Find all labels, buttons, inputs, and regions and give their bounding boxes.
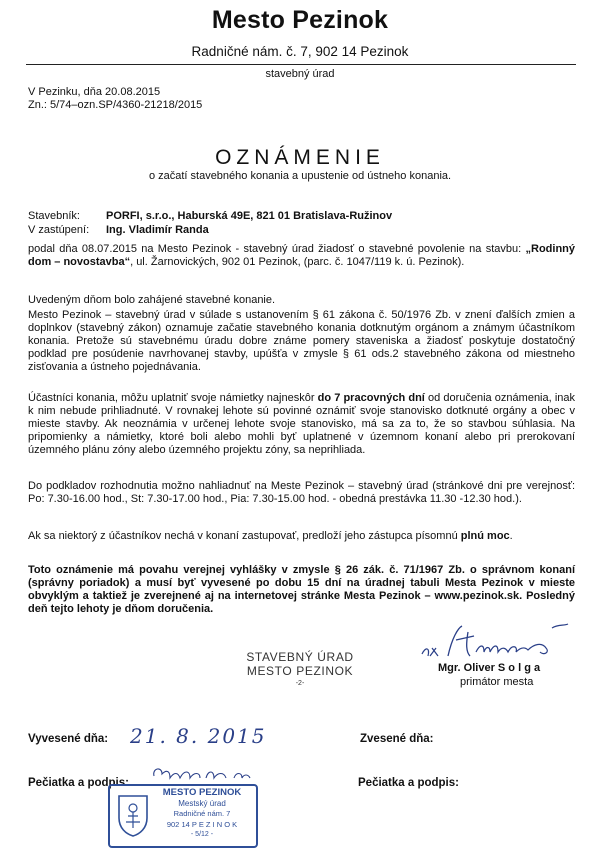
paragraph-representation xyxy=(28,530,575,543)
notice-subheading: o začatí stavebného konania a upustenie od ústneho konania. xyxy=(148,170,452,182)
paragraph-objections xyxy=(28,392,575,457)
office-name: stavebný úrad xyxy=(265,68,335,80)
seal-signature-label-right: Pečiatka a podpis: xyxy=(358,777,459,789)
posted-date: 21. 8. 2015 xyxy=(130,724,267,748)
city-seal xyxy=(108,784,258,848)
paragraph-office-hours: Do podkladov rozhodnutia možno nahliadnuť na Meste Pezinok – stavebný úrad (stránkové dni pre verejnosť: Po: 7.30-16.00 hod., St: 7.30-17.00 hod., Pia: 7.30-15.00 hod. - obedná prestávka 11.30 -12.30 hod.). xyxy=(28,480,575,506)
building-name: „Rodinný dom – novostavba“ xyxy=(28,243,575,269)
office-stamp-line3: -2- xyxy=(295,680,305,687)
paragraph-application xyxy=(28,243,575,269)
objections-text-a: Účastníci konania, môžu uplatniť svoje námietky najneskôr xyxy=(28,392,318,404)
proxy-value: Ing. Vladimír Randa xyxy=(106,224,209,236)
paragraph-public-notice: Toto oznámenie má povahu verejnej vyhlášky v zmysle § 26 zák. č. 71/1967 Zb. o správnom konaní (správny poriadok) a musí byť vyvesené po dobu 15 dní na úradnej tabuli Mesta Pezinok v mieste obvyklým a taktiež je zverejnené aj na internetovej stránke Mesta Pezinok – www.pezinok.sk. Posledný deň tejto lehoty je dňom doručenia. xyxy=(28,564,575,616)
objections-deadline: do 7 pracovných dní xyxy=(317,392,425,404)
notice-heading: OZNÁMENIE xyxy=(215,146,385,169)
representation-text: Ak sa niektorý z účastníkov nechá v konaní zastupovať, predloží jeho zástupca písomnú xyxy=(28,530,461,542)
clerk-signature xyxy=(148,762,258,786)
header-rule xyxy=(26,64,576,65)
objections-text-b: od doručenia oznámenia, inak k nim nebude prihliadnuté. V rovnakej lehote sú povinné oznámiť svoje stanovisko dotknuté orgány a obec v mieste stavby. Ak neoznámia v určenej lehote svoje stanovisko, má sa za to, že so stavbou súhlasia. Na pripomienky a námietky, ktoré boli alebo mohli byť uplatnené v územnom konaní alebo pri prerokovaní územného plánu zóny alebo územného projektu zóny, sa neprihliada. xyxy=(28,392,575,457)
seal-line4: 902 14 P E Z I N O K xyxy=(166,820,238,829)
seal-signature-label-left: Pečiatka a podpis: xyxy=(28,777,129,789)
seal-line3: Radničné nám. 7 xyxy=(173,809,231,818)
mayor-signature xyxy=(418,618,578,662)
city-title: Mesto Pezinok xyxy=(211,6,389,34)
office-stamp-line1: STAVEBNÝ ÚRAD xyxy=(246,650,354,664)
builder-value: PORFI, s.r.o., Haburská 49E, 821 01 Bratislava-Ružinov xyxy=(106,210,393,222)
seal-line5: - 5/12 - xyxy=(190,831,214,838)
seal-line1: MESTO PEZINOK xyxy=(162,787,242,798)
mayor-role: primátor mesta xyxy=(460,676,534,688)
reference-number: Zn.: 5/74–ozn.SP/4360-21218/2015 xyxy=(28,99,203,111)
office-stamp-line2: MESTO PEZINOK xyxy=(246,664,354,678)
power-of-attorney: plnú moc xyxy=(460,530,510,542)
application-text: podal dňa 08.07.2015 na Mesto Pezinok - stavebný úrad žiadosť o stavebné povolenie na stavbu: xyxy=(28,243,526,255)
proxy-label: V zastúpení: xyxy=(28,224,90,236)
builder-label: Stavebník: xyxy=(28,210,80,222)
place-date: V Pezinku, dňa 20.08.2015 xyxy=(28,86,161,98)
paragraph-legal-basis: Mesto Pezinok – stavebný úrad v súlade s ustanovením § 61 zákona č. 50/1976 Zb. v znení ďalších zmien a doplnkov (stavebný zákon) oznamuje začatie stavebného konania dotknutým orgánom a známym účastníkom konania. Pretože sú stavebnému úradu dobre známe pomery staveniska a žiadosť poskytuje dostatočný podklad pre posúdenie navrhovanej stavby, upúšťa v zmysle § 61 ods.2 stavebného zákona od miestneho zisťovania a ústneho pojednávania. xyxy=(28,309,575,374)
coat-of-arms-icon xyxy=(116,792,150,838)
seal-line2: Mestský úrad xyxy=(178,799,226,808)
paragraph-started: Uvedeným dňom bolo zahájené stavebné konanie. xyxy=(28,294,276,306)
city-address: Radničné nám. č. 7, 902 14 Pezinok xyxy=(191,44,409,59)
posted-label: Vyvesené dňa: xyxy=(28,733,109,745)
mayor-name: Mgr. Oliver S o l g a xyxy=(438,662,541,674)
removed-label: Zvesené dňa: xyxy=(360,733,434,745)
representation-end: . xyxy=(509,530,513,542)
application-location: , ul. Žarnovických, 902 01 Pezinok, (parc. č. 1047/119 k. ú. Pezinok). xyxy=(130,256,465,269)
